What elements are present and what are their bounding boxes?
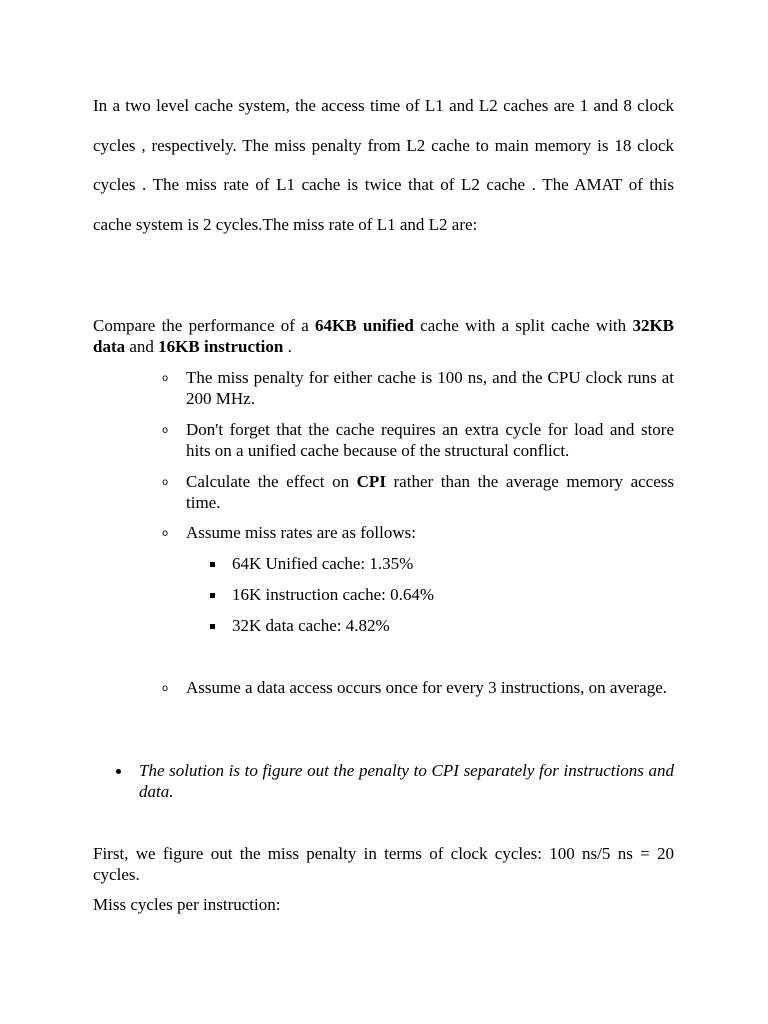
question-1-paragraph: In a two level cache system, the access time of L1 and L2 caches are 1 and 8 clock cycles , respectively. The miss penalty from L2 cache to main memory is 18 clock cycles . The miss rate of L1 cache is twice that of L2 cache . The AMAT of this cache system is 2 cycles.The miss rate of L1 and L2 are: — [93, 96, 674, 234]
intro-text-mid: cache with a split cache with — [413, 316, 633, 335]
list-item-extra-cycle: Don't forget that the cache requires an extra cycle for load and store hits on a unified cache because of the structural conflict. — [186, 420, 674, 460]
list-item-miss-rates-intro: Assume miss rates are as follows: — [186, 523, 416, 542]
miss-rate-instruction: 16K instruction cache: 0.64% — [232, 585, 435, 604]
circle-bullet-icon: o — [162, 373, 169, 384]
instruction-cache-label: 16KB instruction — [158, 337, 284, 356]
data-cache-label: 32KB data — [93, 316, 674, 356]
miss-cycles-label: Miss cycles per instruction: — [93, 895, 281, 914]
square-bullet-icon — [210, 562, 215, 567]
circle-bullet-icon: o — [162, 683, 169, 694]
intro-text-start: Compare the performance of a — [93, 316, 316, 335]
list-item-data-access: Assume a data access occurs once for every 3 instructions, on average. — [186, 678, 668, 697]
intro-text-and: and — [125, 337, 159, 356]
cpi-text-start: Calculate the effect on — [186, 472, 357, 491]
circle-bullet-icon: o — [162, 477, 169, 488]
circle-bullet-icon: o — [162, 425, 169, 436]
square-bullet-icon — [210, 624, 215, 629]
miss-rate-data: 32K data cache: 4.82% — [232, 616, 390, 635]
solution-note: The solution is to figure out the penalty to CPI separately for instructions and data. — [139, 761, 674, 801]
list-item-miss-penalty: The miss penalty for either cache is 100 ns, and the CPU clock runs at 200 MHz. — [186, 368, 674, 408]
cpi-text-end: rather than the average memory access time. — [186, 472, 674, 512]
list-item-cpi — [186, 471, 674, 513]
dot-bullet-icon — [116, 769, 121, 774]
unified-cache-label: 64KB unified — [315, 316, 414, 335]
square-bullet-icon — [210, 593, 215, 598]
circle-bullet-icon: o — [162, 528, 169, 539]
solution-first-step: First, we figure out the miss penalty in terms of clock cycles: 100 ns/5 ns = 20 cycles. — [93, 844, 674, 884]
miss-rate-unified: 64K Unified cache: 1.35% — [232, 554, 414, 573]
question-2-intro — [93, 315, 674, 357]
intro-text-end: . — [283, 337, 292, 356]
cpi-label: CPI — [356, 472, 386, 491]
